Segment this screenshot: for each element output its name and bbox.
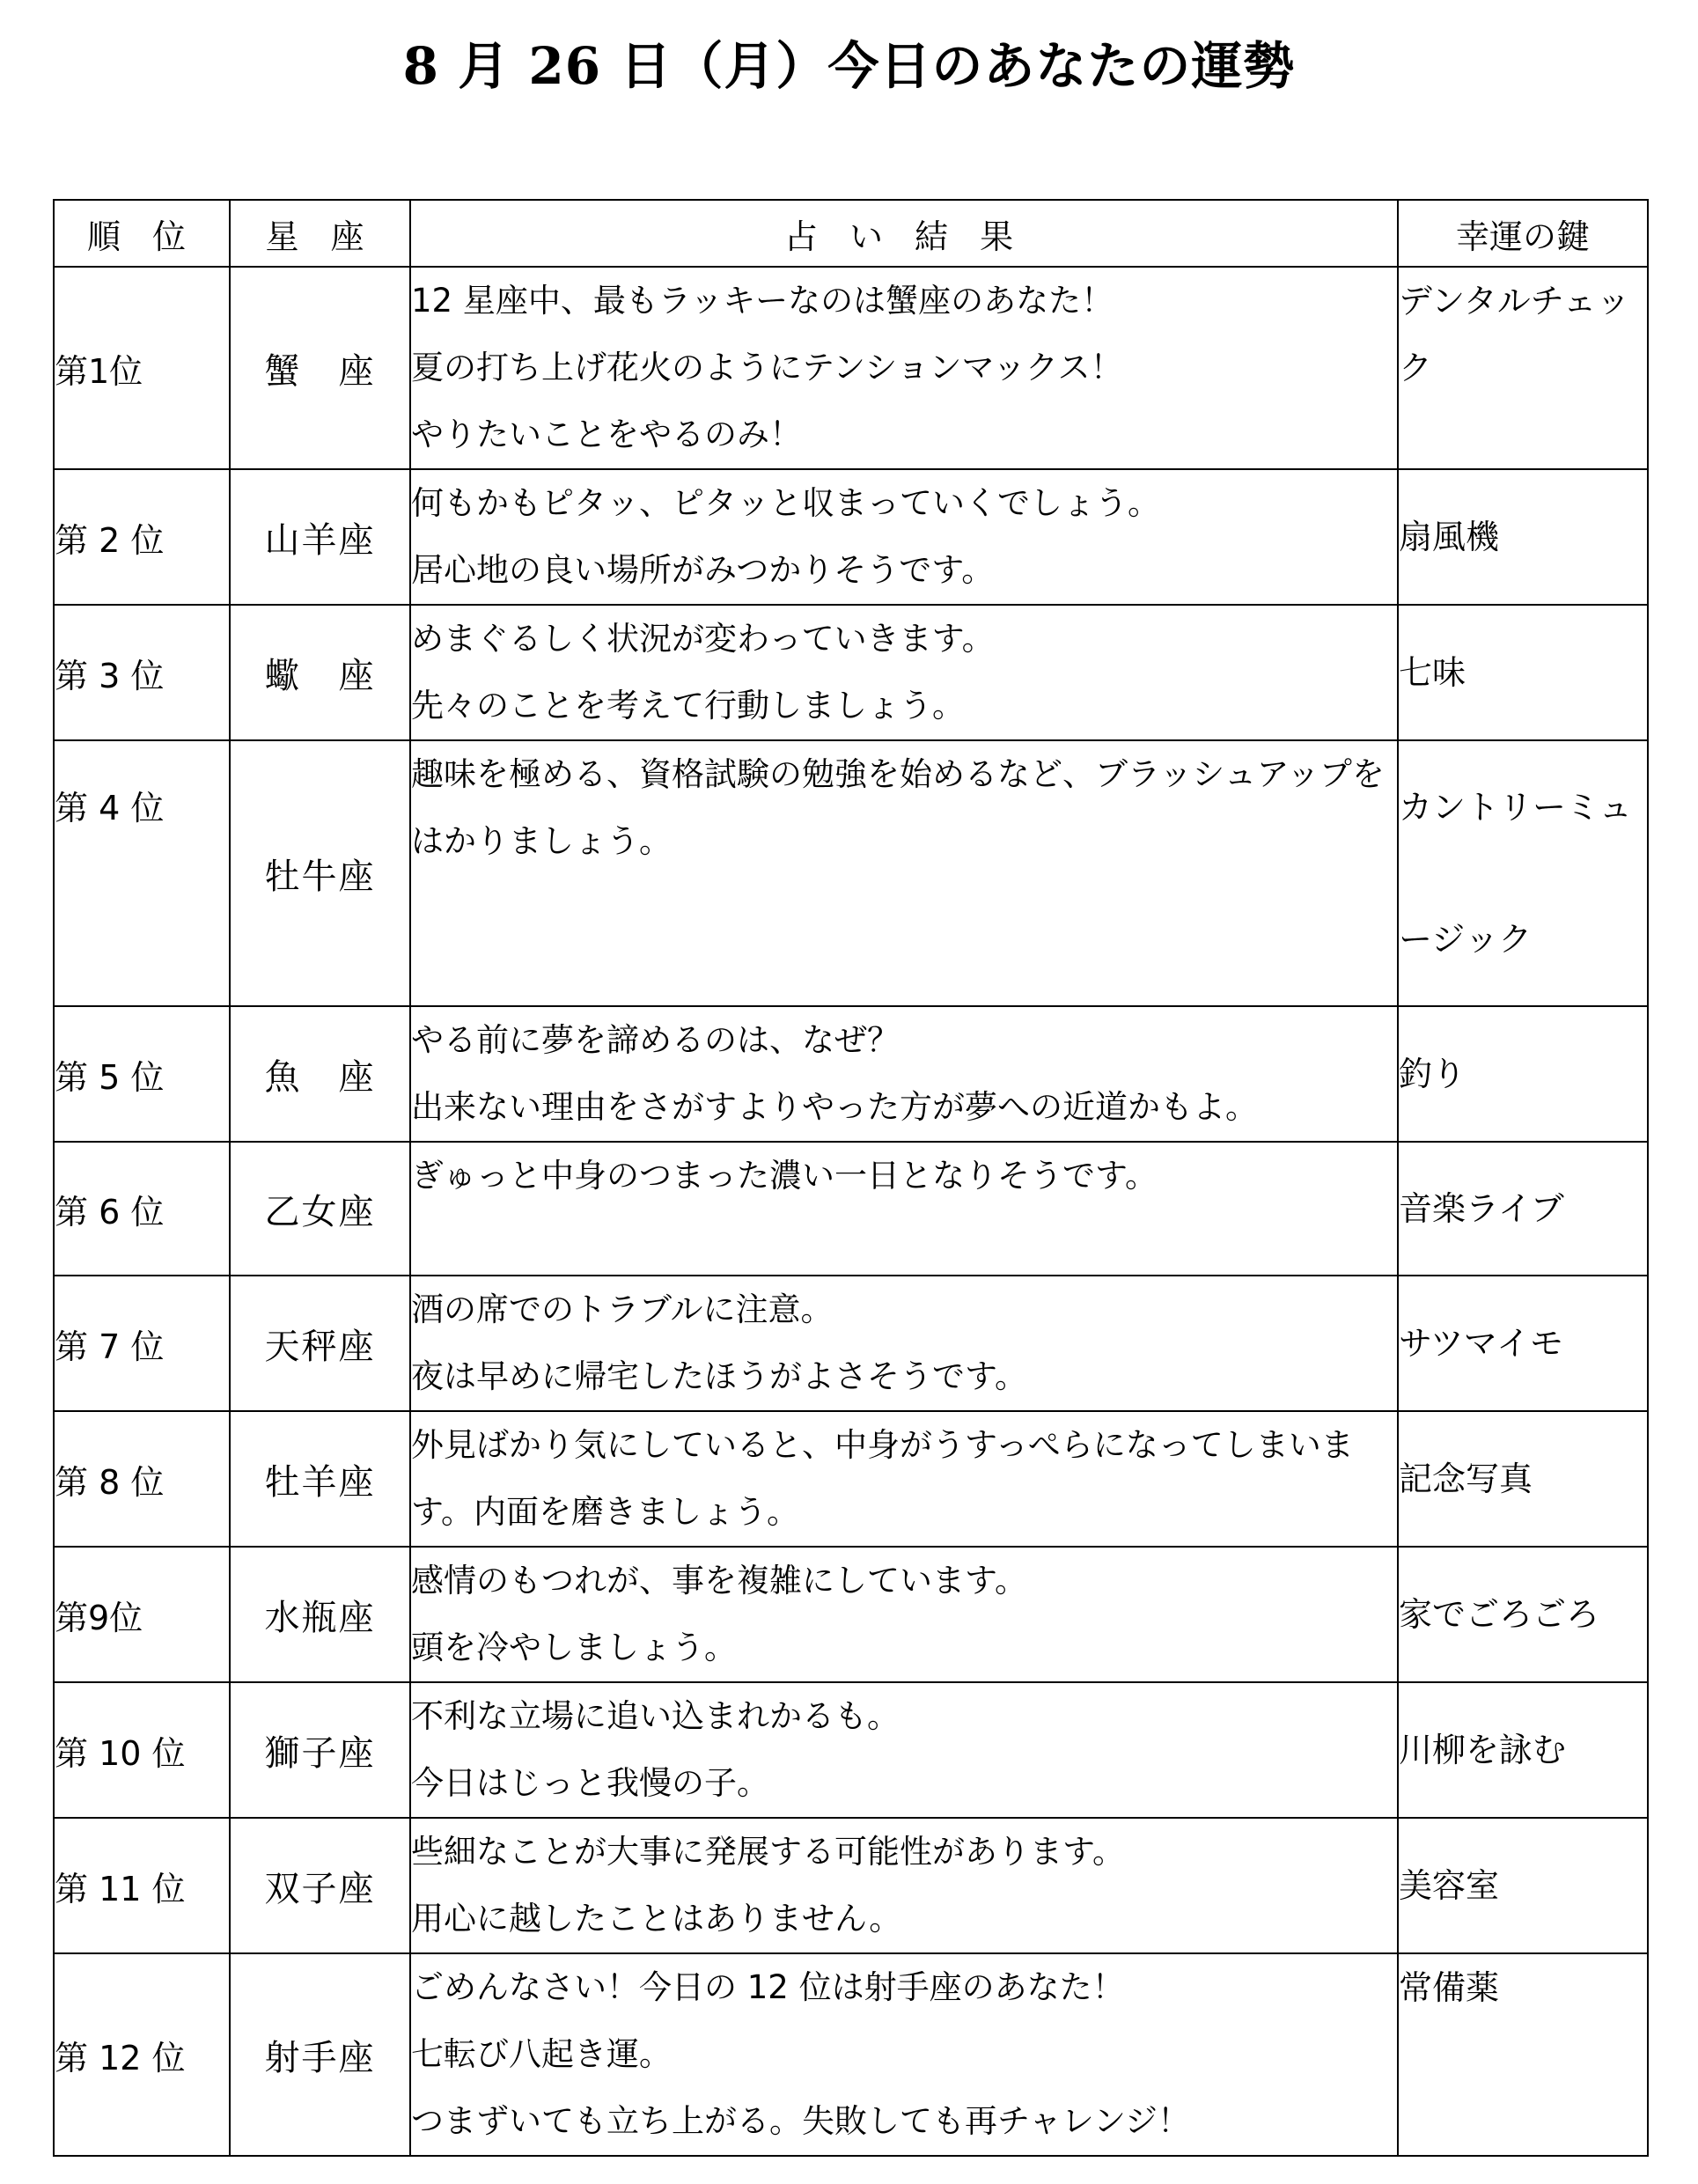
result-cell (410, 1142, 1398, 1276)
result-cell (410, 1006, 1398, 1142)
result-line: ぎゅっと中身のつまった濃い一日となりそうです。 (411, 1157, 1158, 1195)
table-row (54, 740, 1648, 1006)
result-line: 不利な立場に追い込まれかるも。 (411, 1697, 900, 1735)
sign-cell: 蠍 座 (230, 605, 410, 740)
result-line: 居心地の良い場所がみつかりそうです。 (411, 551, 995, 589)
lucky-key-cell: 記念写真 (1398, 1411, 1648, 1547)
sign-cell: 獅子座 (230, 1682, 410, 1818)
result-line: 何もかもピタッ、ピタッと収まっていくでしょう。 (411, 484, 1160, 522)
rank-cell: 第 11 位 (54, 1818, 230, 1953)
table-row (54, 267, 1648, 469)
table-row (54, 1547, 1648, 1682)
result-cell (410, 469, 1398, 605)
result-line: 先々のことを考えて行動しましょう。 (411, 687, 965, 724)
result-line: 七転び八起き運。 (411, 2035, 672, 2073)
sign-cell: 魚 座 (230, 1006, 410, 1142)
table-row (54, 1411, 1648, 1547)
sign-cell: 天秤座 (230, 1276, 410, 1411)
sign-cell: 水瓶座 (230, 1547, 410, 1682)
result-line: ごめんなさい！今日の 12 位は射手座のあなた！ (411, 1968, 1125, 2006)
result-line: 12 星座中、最もラッキーなのは蟹座のあなた！ (411, 282, 1114, 320)
sign-cell: 牡牛座 (230, 740, 410, 1006)
sign-cell: 牡羊座 (230, 1411, 410, 1547)
result-line: 趣味を極める、資格試験の勉強を始めるなど、ブラッシュアップをはかりましょう。 (411, 755, 1385, 860)
result-line: 酒の席でのトラブルに注意。 (411, 1291, 834, 1328)
result-line: 頭を冷やしましょう。 (411, 1629, 737, 1666)
lucky-key-cell: 扇風機 (1398, 469, 1648, 605)
rank-cell: 第 2 位 (54, 469, 230, 605)
table-row (54, 1953, 1648, 2156)
result-line: 夜は早めに帰宅したほうがよさそうです。 (411, 1357, 1028, 1395)
lucky-key-cell: 音楽ライブ (1398, 1142, 1648, 1276)
result-cell (410, 1276, 1398, 1411)
result-cell (410, 1547, 1398, 1682)
result-cell (410, 740, 1398, 1006)
lucky-key-cell: 川柳を詠む (1398, 1682, 1648, 1818)
result-line: めまぐるしく状況が変わっていきます。 (411, 620, 995, 658)
lucky-key-cell: 釣り (1398, 1006, 1648, 1142)
lucky-key-cell: 美容室 (1398, 1818, 1648, 1953)
result-line: やる前に夢を諦めるのは、なぜ？ (411, 1021, 900, 1059)
rank-cell: 第 4 位 (54, 740, 230, 1006)
result-line: つまずいても立ち上がる。失敗しても再チャレンジ！ (411, 2102, 1191, 2140)
fortune-table (53, 199, 1649, 2157)
lucky-key-cell: 常備薬 (1398, 1953, 1648, 2156)
result-cell (410, 605, 1398, 740)
result-cell (410, 1411, 1398, 1547)
sign-cell: 乙女座 (230, 1142, 410, 1276)
result-line: 外見ばかり気にしていると、中身がうすっぺらになってしまいます。内面を磨きましょう。 (411, 1426, 1354, 1531)
result-cell (410, 1682, 1398, 1818)
header-sign: 星 座 (230, 200, 410, 267)
lucky-key-cell: デンタルチェック (1398, 267, 1648, 469)
result-line: 今日はじっと我慢の子。 (411, 1764, 769, 1802)
header-key: 幸運の鍵 (1398, 200, 1648, 267)
table-row (54, 469, 1648, 605)
result-line: 夏の打ち上げ花火のようにテンションマックス！ (411, 349, 1123, 386)
rank-cell: 第 5 位 (54, 1006, 230, 1142)
sign-cell: 蟹 座 (230, 267, 410, 469)
header-rank: 順 位 (54, 200, 230, 267)
lucky-key-cell: サツマイモ (1398, 1276, 1648, 1411)
lucky-key-cell: カントリーミュージック (1398, 740, 1648, 1006)
rank-cell: 第1位 (54, 267, 230, 469)
table-header-row (54, 200, 1648, 267)
lucky-key-cell: 家でごろごろ (1398, 1547, 1648, 1682)
table-row (54, 605, 1648, 740)
rank-cell: 第 3 位 (54, 605, 230, 740)
table-row (54, 1142, 1648, 1276)
rank-cell: 第 7 位 (54, 1276, 230, 1411)
header-result: 占 い 結 果 (410, 200, 1398, 267)
table-row (54, 1682, 1648, 1818)
rank-cell: 第9位 (54, 1547, 230, 1682)
sign-cell: 山羊座 (230, 469, 410, 605)
result-line: やりたいことをやるのみ！ (411, 415, 802, 453)
result-line: 出来ない理由をさがすよりやった方が夢への近道かもよ。 (411, 1088, 1258, 1126)
lucky-key-cell: 七味 (1398, 605, 1648, 740)
result-cell (410, 1953, 1398, 2156)
result-line: 些細なことが大事に発展する可能性があります。 (411, 1833, 1126, 1871)
rank-cell: 第 8 位 (54, 1411, 230, 1547)
rank-cell: 第 12 位 (54, 1953, 230, 2156)
sign-cell: 双子座 (230, 1818, 410, 1953)
sign-cell: 射手座 (230, 1953, 410, 2156)
table-row (54, 1818, 1648, 1953)
table-row (54, 1006, 1648, 1142)
result-line: 感情のもつれが、事を複雑にしています。 (411, 1562, 1028, 1599)
result-line: 用心に越したことはありません。 (411, 1900, 902, 1938)
page-title: 8 月 26 日（月）今日のあなたの運勢 (402, 36, 1296, 96)
rank-cell: 第 10 位 (54, 1682, 230, 1818)
result-cell (410, 1818, 1398, 1953)
table-row (54, 1276, 1648, 1411)
rank-cell: 第 6 位 (54, 1142, 230, 1276)
result-cell (410, 267, 1398, 469)
